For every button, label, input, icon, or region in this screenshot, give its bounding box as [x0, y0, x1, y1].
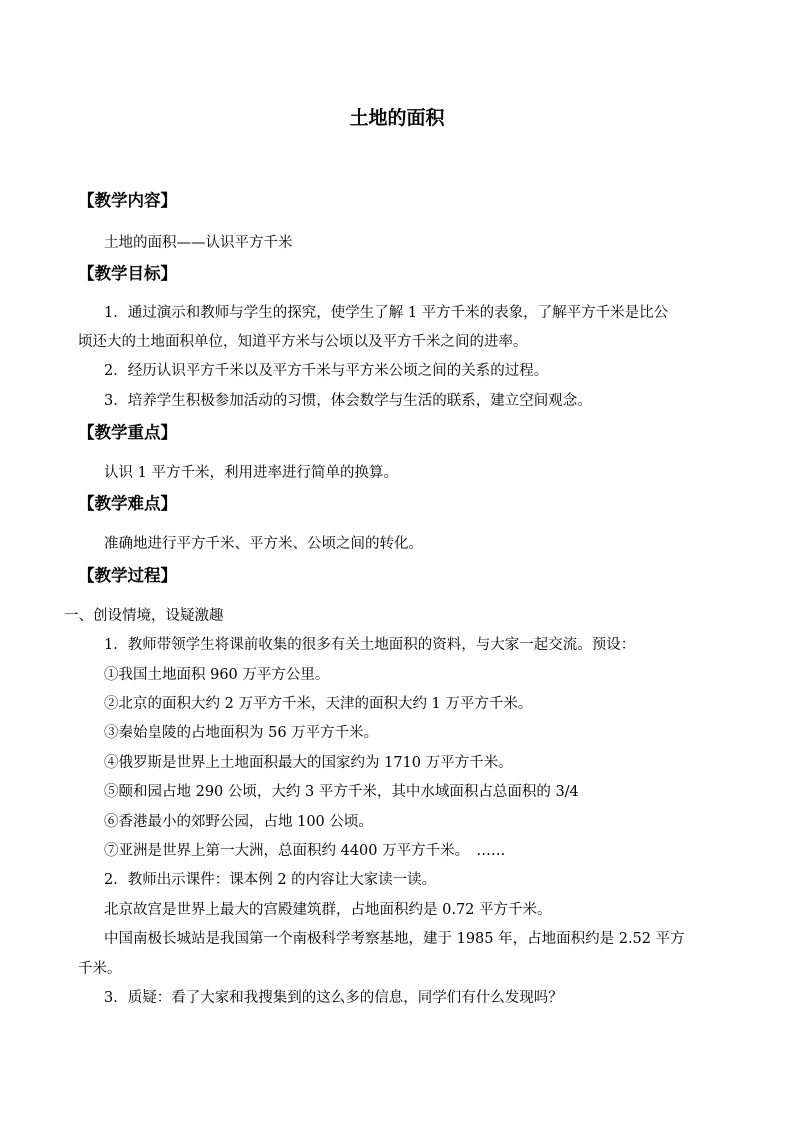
goal-1-line-2: 顷还大的土地面积单位，知道平方米与公顷以及平方千米之间的进率。 [78, 334, 528, 350]
difficulty-text: 准确地进行平方千米、平方米、公顷之间的转化。 [104, 536, 423, 552]
section-heading-process: 【教学过程】 [78, 566, 177, 585]
content-text: 土地的面积——认识平方千米 [104, 235, 293, 251]
process-step-1-item-2: 2．教师出示课件：课本例 2 的内容让大家读一读。 [104, 872, 437, 888]
great-wall-station-line-1: 中国南极长城站是我国第一个南极科学考察基地，建于 1985 年，占地面积约是 2.52 平方 [104, 931, 685, 947]
example-1: ①我国土地面积 960 万平方公里。 [104, 667, 330, 683]
great-wall-station-line-2: 千米。 [78, 961, 122, 977]
example-4: ④俄罗斯是世界上土地面积最大的国家约为 1710 万平方千米。 [104, 755, 513, 771]
example-6: ⑥香港最小的郊野公园，占地 100 公顷。 [104, 814, 373, 830]
example-5: ⑤颐和园占地 290 公顷，大约 3 平方千米，其中水域面积占总面积的 3/4 [104, 784, 579, 800]
process-step-1-item-3: 3．质疑：看了大家和我搜集到的这么多的信息，同学们有什么发现吗？ [104, 990, 563, 1006]
section-heading-key-points: 【教学重点】 [78, 423, 177, 442]
section-heading-difficulty: 【教学难点】 [78, 494, 177, 513]
example-2: ②北京的面积大约 2 万平方千米，天津的面积大约 1 万平方千米。 [104, 696, 533, 712]
goal-1-line-1: 1．通过演示和教师与学生的探究，使学生了解 1 平方千米的表象，了解平方千米是比公 [104, 305, 669, 321]
example-3: ③秦始皇陵的占地面积为 56 万平方千米。 [104, 725, 379, 741]
example-7: ⑦亚洲是世界上第一大洲，总面积约 4400 万平方千米。 …… [104, 843, 506, 859]
key-points-text: 认识 1 平方千米，利用进率进行简单的换算。 [104, 465, 398, 481]
document-title: 土地的面积 [349, 107, 445, 129]
goal-2: 2．经历认识平方千米以及平方千米与平方米公顷之间的关系的过程。 [104, 363, 549, 379]
process-step-1-title: 一、创设情境，设疑激趣 [64, 608, 224, 624]
process-step-1-item-1: 1．教师带领学生将课前收集的很多有关土地面积的资料，与大家一起交流。预设： [104, 637, 636, 653]
section-heading-goals: 【教学目标】 [78, 264, 177, 283]
forbidden-city-text: 北京故宫是世界上最大的宫殿建筑群，占地面积约是 0.72 平方千米。 [104, 902, 552, 918]
goal-3: 3．培养学生积极参加活动的习惯，体会数学与生活的联系，建立空间观念。 [104, 393, 592, 409]
section-heading-content: 【教学内容】 [78, 191, 177, 210]
